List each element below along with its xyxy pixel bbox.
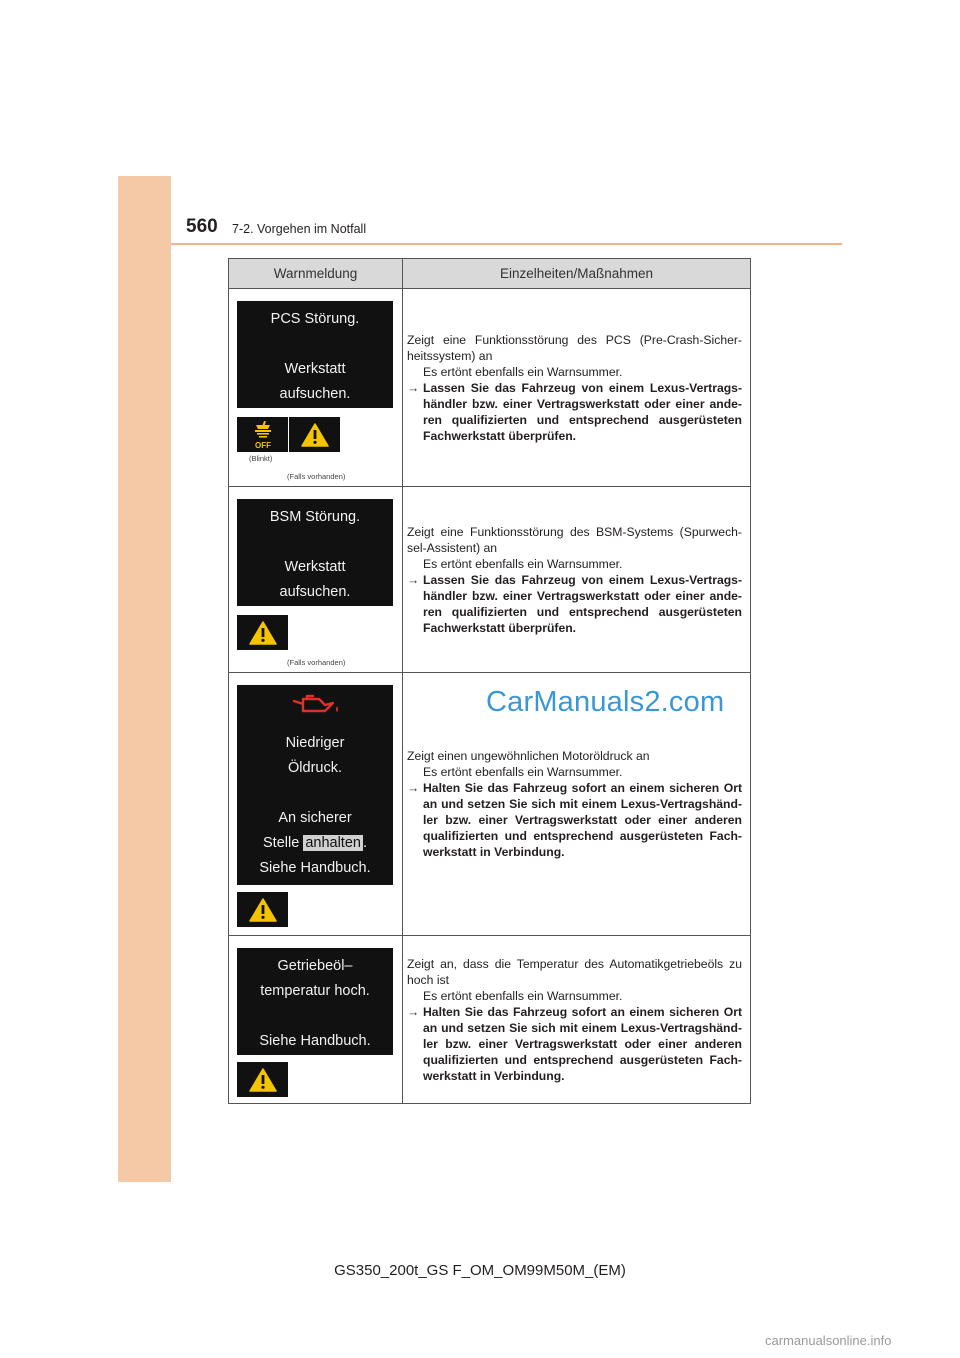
table-row-bsm xyxy=(229,487,750,673)
screen-word: Stelle xyxy=(263,835,304,851)
action-text: Lassen Sie das Fahrzeug von einem Lexus-Vertrags-händler bzw. einer Vertragswerkstatt oder einer ande-ren qualifizierten und entsprechend ausgerüsteten Fachwerkstatt überprüfen. xyxy=(423,380,742,443)
screen-line: PCS Störung. xyxy=(270,311,360,327)
highlighted-word: anhalten xyxy=(305,835,361,851)
screen-line: Siehe Handbuch. xyxy=(259,860,371,876)
sub-description: Es ertönt ebenfalls ein Warnsummer. xyxy=(423,988,623,1003)
arrow-icon: → xyxy=(407,572,420,587)
action-item xyxy=(407,380,742,444)
oil-pressure-icon xyxy=(291,693,341,715)
display-screen xyxy=(237,685,393,885)
details-cell xyxy=(403,289,750,486)
screen-line: Getriebeöl– xyxy=(277,958,353,974)
blinks-label: (Blinkt) xyxy=(249,454,273,463)
table-row-transmission-temp xyxy=(229,936,750,1103)
display-screen xyxy=(237,948,393,1055)
details-cell xyxy=(403,936,750,1103)
screen-line: Siehe Handbuch. xyxy=(259,1033,371,1049)
sub-description: Es ertönt ebenfalls ein Warnsummer. xyxy=(423,556,623,571)
warning-table xyxy=(228,258,751,1104)
screen-line: aufsuchen. xyxy=(279,386,351,402)
warning-cell xyxy=(229,289,403,486)
screen-line xyxy=(237,831,393,856)
display-screen xyxy=(237,499,393,606)
description: Zeigt einen ungewöhnlichen Motoröldruck an xyxy=(407,749,650,763)
source-watermark: carmanualsonline.info xyxy=(765,1333,892,1348)
description: Zeigt an, dass die Temperatur des Automatikgetriebeöls zu hoch ist xyxy=(407,956,742,987)
description: Zeigt eine Funktionsstörung des BSM-Systems (Spurwech-sel-Assistent) an xyxy=(407,524,742,555)
pcs-off-text: OFF xyxy=(254,440,271,450)
screen-line: temperatur hoch. xyxy=(260,983,370,999)
arrow-icon: → xyxy=(407,380,420,395)
sub-description: Es ertönt ebenfalls ein Warnsummer. xyxy=(423,765,623,779)
header-warning-message: Warnmeldung xyxy=(229,259,403,288)
screen-line: Niedriger xyxy=(285,735,345,751)
action-text: Halten Sie das Fahrzeug sofort an einem sicheren Ort an und setzen Sie sich mit einem Lexus-Vertragshänd-ler bzw. einer Vertragswerkstatt oder einer anderen qualifizierten und entsprechend ausgerüsteten Fach-werkstatt in Verbindung. xyxy=(423,1004,742,1083)
action-text: Lassen Sie das Fahrzeug von einem Lexus-Vertrags-händler bzw. einer Vertragswerkstatt oder einer ande-ren qualifizierten und entsprechend ausgerüsteten Fachwerkstatt überprüfen. xyxy=(423,572,742,635)
optional-label: (Falls vorhanden) xyxy=(287,472,346,481)
warning-cell xyxy=(229,673,403,935)
screen-line: Werkstatt xyxy=(284,361,346,377)
header-rule xyxy=(171,243,842,245)
warning-cell xyxy=(229,487,403,672)
table-header xyxy=(229,259,750,289)
footer-document-code: GS350_200t_GS F_OM_OM99M50M_(EM) xyxy=(334,1262,626,1279)
section-title: 7-2. Vorgehen im Notfall xyxy=(232,222,367,236)
description: Zeigt eine Funktionsstörung des PCS (Pre-Crash-Sicher-heitssystem) an xyxy=(407,332,742,363)
arrow-icon: → xyxy=(407,781,420,795)
screen-line: Werkstatt xyxy=(284,559,346,575)
table-row-pcs xyxy=(229,289,750,487)
page-number: 560 xyxy=(186,216,218,237)
warning-cell xyxy=(229,936,403,1103)
warning-triangle-icon xyxy=(289,417,340,452)
warning-triangle-icon xyxy=(237,1062,288,1097)
side-color-band xyxy=(118,176,171,1182)
screen-line: An sicherer xyxy=(278,810,352,826)
screen-line: aufsuchen. xyxy=(279,584,351,600)
action-item xyxy=(407,1004,742,1084)
screen-line: BSM Störung. xyxy=(269,509,361,525)
action-item xyxy=(407,780,742,860)
pcs-off-icon xyxy=(237,417,288,452)
details-cell xyxy=(403,487,750,672)
arrow-icon: → xyxy=(407,1004,420,1019)
header-details-actions: Einzelheiten/Maßnahmen xyxy=(499,266,654,281)
screen-punctuation: . xyxy=(362,835,367,851)
watermark: CarManuals2.com xyxy=(486,686,725,718)
screen-line: Öldruck. xyxy=(288,760,342,776)
warning-triangle-icon xyxy=(237,615,288,650)
action-text: Halten Sie das Fahrzeug sofort an einem sicheren Ort an und setzen Sie sich mit einem Lexus-Vertragshänd-ler bzw. einer Vertragswerkstatt oder einer anderen qualifizierten und entsprechend ausgerüsteten Fach-werkstatt in Verbindung. xyxy=(423,781,742,859)
action-item xyxy=(407,572,742,636)
warning-triangle-icon xyxy=(237,892,288,927)
sub-description: Es ertönt ebenfalls ein Warnsummer. xyxy=(423,364,623,379)
display-screen xyxy=(237,301,393,408)
optional-label: (Falls vorhanden) xyxy=(287,658,346,667)
